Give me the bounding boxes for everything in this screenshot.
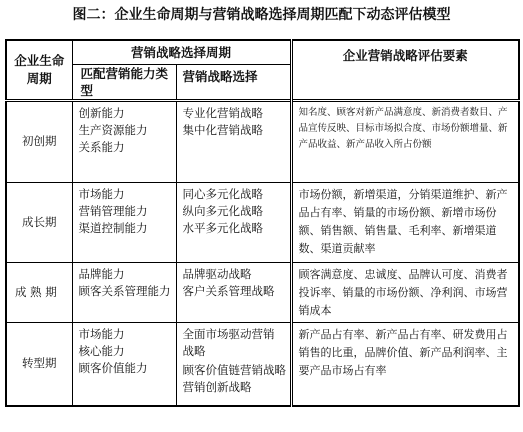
strategy-item: 品牌驱动战略 bbox=[182, 266, 252, 281]
ability-cell bbox=[72, 262, 176, 322]
figure-title: 图二：企业生命周期与营销战略选择周期匹配下动态评估模型 bbox=[72, 7, 451, 23]
strategy-item: 水平多元化战略 bbox=[182, 220, 263, 235]
eval-cell: 市场份额，新增渠道，分销渠道维护、新产品占有率、销量的市场份额、新增市场份额、销售额、销售量、毛利率、新增渠道数、渠道贡献率 bbox=[291, 182, 519, 262]
eval-cell: 知名度、顾客对新产品满意度、新消费者数目、产品宣传反映、目标市场拟合度、市场份额增量、新产品收益、新产品收入所占份额 bbox=[291, 100, 519, 182]
strategy-item: 营销创新战略 bbox=[182, 379, 252, 394]
stage-cell: 成长期 bbox=[6, 182, 72, 262]
stage-cell: 转型期 bbox=[6, 322, 72, 406]
ability-item: 营销管理能力 bbox=[78, 203, 148, 218]
ability-item: 市场能力 bbox=[78, 326, 125, 341]
ability-item: 核心能力 bbox=[78, 343, 125, 358]
ability-cell bbox=[72, 100, 176, 182]
evaluation-model-table bbox=[5, 39, 518, 407]
ability-item: 关系能力 bbox=[78, 139, 125, 154]
strategy-item: 全面市场驱动营销战略 bbox=[182, 326, 275, 358]
ability-cell bbox=[72, 322, 176, 406]
ability-item: 品牌能力 bbox=[78, 266, 125, 281]
ability-item: 渠道控制能力 bbox=[78, 220, 148, 235]
strategy-item: 同心多元化战略 bbox=[182, 186, 263, 201]
table-row bbox=[6, 262, 519, 322]
strategy-cell bbox=[176, 100, 291, 182]
strategy-cell bbox=[176, 322, 291, 406]
table-row bbox=[6, 182, 519, 262]
ability-item: 生产资源能力 bbox=[78, 122, 148, 137]
ability-item: 市场能力 bbox=[78, 186, 125, 201]
header-ability-type: 匹配营销能力类型 bbox=[72, 64, 176, 100]
stage-cell: 初创期 bbox=[6, 100, 72, 182]
ability-cell bbox=[72, 182, 176, 262]
header-strategy-choice: 营销战略选择 bbox=[176, 64, 291, 100]
stage-cell: 成 熟 期 bbox=[6, 262, 72, 322]
strategy-item: 专业化营销战略 bbox=[182, 105, 263, 120]
ability-item: 顾客价值能力 bbox=[78, 360, 148, 375]
strategy-item: 集中化营销战略 bbox=[182, 122, 263, 137]
ability-item: 顾客关系管理能力 bbox=[78, 283, 171, 298]
table-row bbox=[6, 322, 519, 406]
strategy-item: 顾客价值链营销战略 bbox=[182, 362, 286, 377]
eval-cell: 新产品占有率、新产品占有率、研发费用占销售的比重，品牌价值、新产品利润率、主要产品市场占有率 bbox=[291, 322, 519, 406]
header-lifecycle: 企业生命周期 bbox=[6, 40, 72, 100]
table-row bbox=[6, 100, 519, 182]
strategy-item: 客户关系管理战略 bbox=[182, 283, 275, 298]
header-strategy-cycle: 营销战略选择周期 bbox=[72, 40, 291, 64]
strategy-cell bbox=[176, 262, 291, 322]
strategy-item: 纵向多元化战略 bbox=[182, 203, 263, 218]
strategy-cell bbox=[176, 182, 291, 262]
ability-item: 创新能力 bbox=[78, 105, 125, 120]
eval-cell: 顾客满意度、忠诚度、品牌认可度、消费者投诉率、销量的市场份额、净利润、市场营销成本 bbox=[291, 262, 519, 322]
header-eval-factors: 企业营销战略评估要素 bbox=[291, 40, 519, 100]
